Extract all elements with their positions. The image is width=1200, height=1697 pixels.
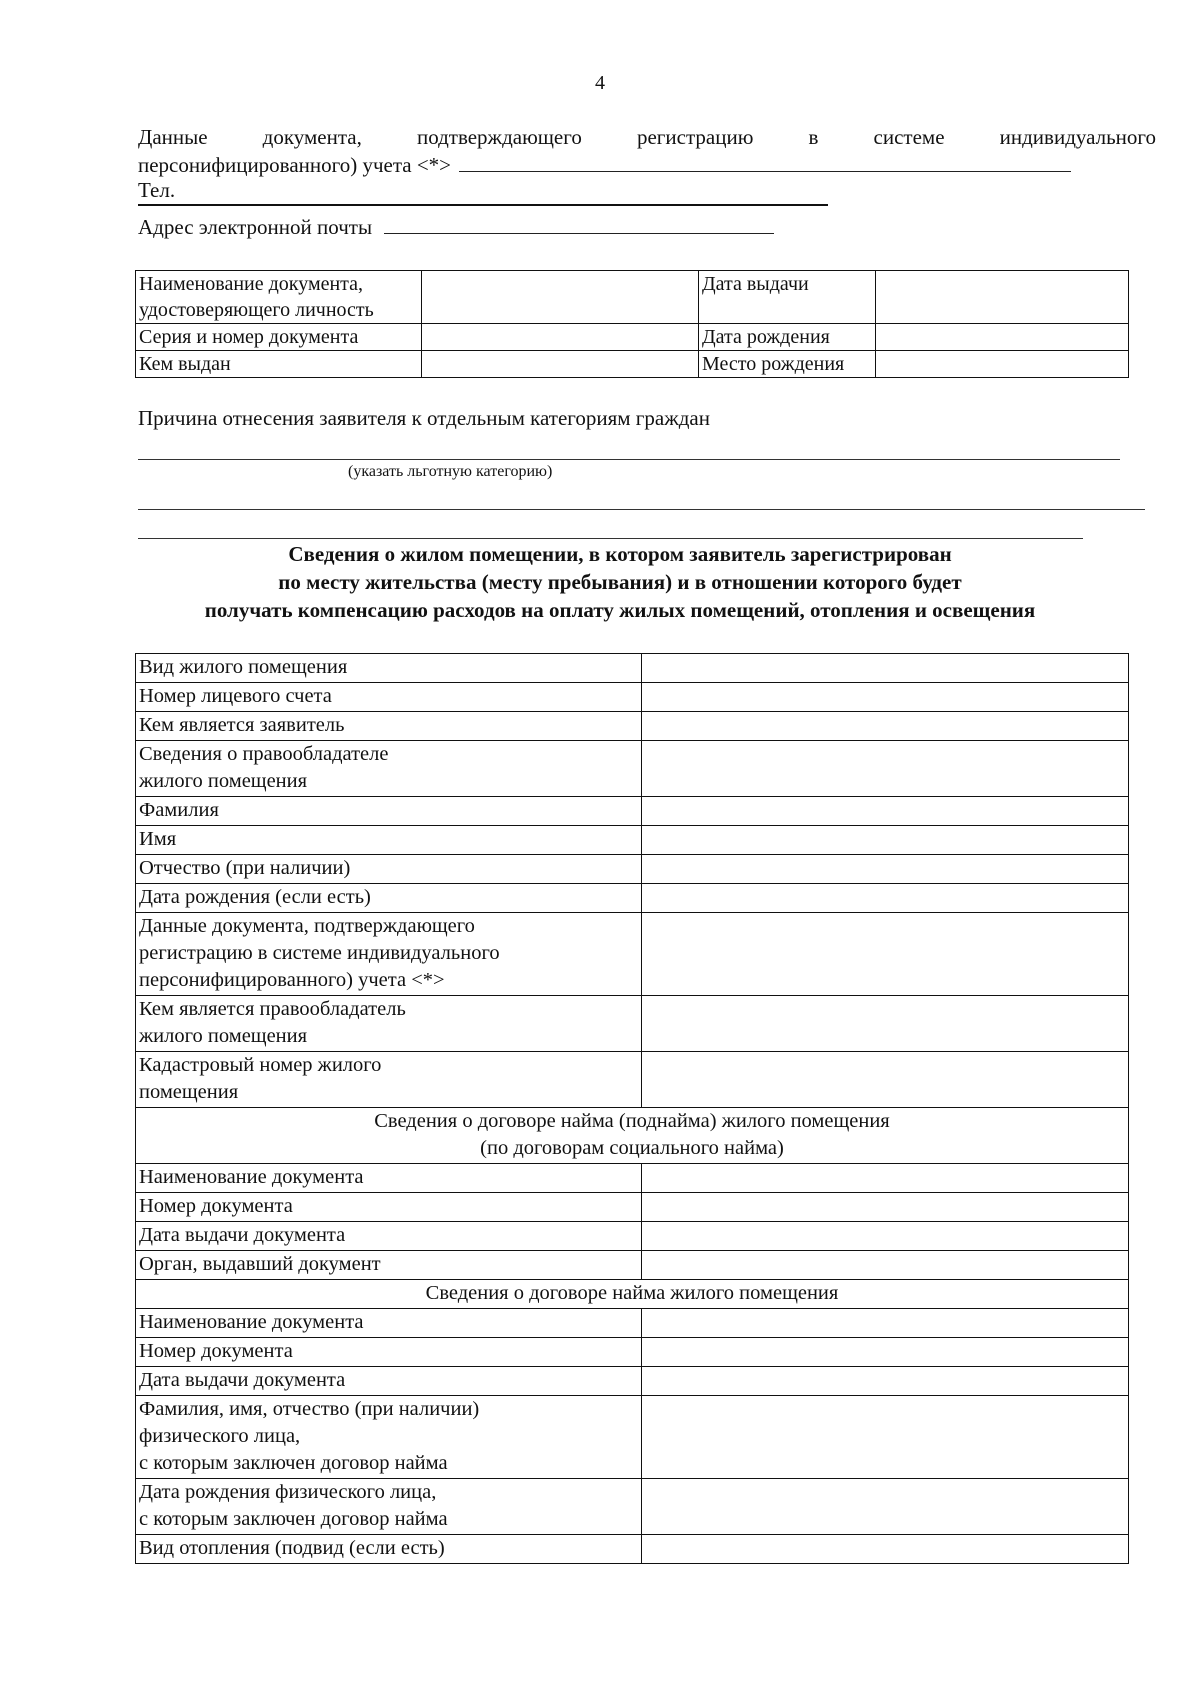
field-label: Дата рождения	[699, 324, 876, 351]
category-label: Причина отнесения заявителя к отдельным категориям граждан	[138, 406, 710, 430]
table-row	[136, 855, 1129, 884]
snils-label-word: регистрацию	[636, 125, 754, 149]
field-value[interactable]	[642, 855, 1129, 884]
table-row	[136, 1222, 1129, 1251]
table-row	[136, 826, 1129, 855]
field-value[interactable]	[642, 654, 1129, 683]
table-row	[136, 1367, 1129, 1396]
table-row	[136, 351, 1129, 378]
email-label: Адрес электронной почты	[138, 215, 373, 239]
table-row	[136, 1535, 1129, 1564]
snils-label-word: индивидуального	[999, 125, 1156, 149]
subsection-header-row	[136, 1108, 1129, 1164]
field-value[interactable]	[642, 1479, 1129, 1535]
category-line-2[interactable]	[138, 509, 1145, 510]
field-label: Наименование документа	[136, 1164, 642, 1193]
field-label: Место рождения	[699, 351, 876, 378]
table-row	[136, 1164, 1129, 1193]
field-value[interactable]	[642, 1193, 1129, 1222]
field-label: Номер документа	[136, 1338, 642, 1367]
table-row	[136, 1338, 1129, 1367]
table-row	[136, 1479, 1129, 1535]
field-value[interactable]	[642, 797, 1129, 826]
field-value[interactable]	[876, 324, 1129, 351]
field-value[interactable]	[876, 351, 1129, 378]
field-label: Наименование документа	[136, 1309, 642, 1338]
field-label: Номер документа	[136, 1193, 642, 1222]
field-label: Номер лицевого счета	[136, 683, 642, 712]
field-value[interactable]	[642, 1367, 1129, 1396]
table-row	[136, 271, 1129, 324]
field-label: Серия и номер документа	[136, 324, 422, 351]
section-title-line: по месту жительства (месту пребывания) и в отношении которого будет	[278, 570, 962, 594]
table-row	[136, 324, 1129, 351]
snils-label-word: документа,	[262, 125, 362, 149]
snils-label-word: в	[808, 125, 819, 149]
field-label: Вид отопления (подвид (если есть)	[136, 1535, 642, 1564]
field-label: Кем является правообладатель жилого помещения	[136, 996, 642, 1052]
field-value[interactable]	[642, 996, 1129, 1052]
table-row	[136, 996, 1129, 1052]
field-label: Сведения о правообладателе жилого помещения	[136, 741, 642, 797]
field-value[interactable]	[642, 741, 1129, 797]
field-label: Фамилия	[136, 797, 642, 826]
phone-label: Тел.	[138, 178, 176, 202]
subsection-header: Сведения о договоре найма (поднайма) жилого помещения (по договорам социального найма)	[136, 1108, 1129, 1164]
housing-info-table	[135, 653, 1129, 1564]
field-value[interactable]	[642, 884, 1129, 913]
housing-section-title	[120, 540, 1120, 624]
phone-input-line[interactable]	[138, 204, 828, 206]
category-line-1[interactable]	[138, 459, 1120, 460]
subsection-header-row	[136, 1280, 1129, 1309]
field-value[interactable]	[642, 683, 1129, 712]
field-label: Дата рождения (если есть)	[136, 884, 642, 913]
subsection-header: Сведения о договоре найма жилого помещения	[136, 1280, 1129, 1309]
category-line-3[interactable]	[138, 538, 1083, 539]
table-row	[136, 797, 1129, 826]
table-row	[136, 712, 1129, 741]
snils-input-line[interactable]	[459, 151, 1071, 172]
field-label: Кем выдан	[136, 351, 422, 378]
field-value[interactable]	[642, 1338, 1129, 1367]
table-row	[136, 1309, 1129, 1338]
field-value[interactable]	[422, 351, 699, 378]
table-row	[136, 1052, 1129, 1108]
field-value[interactable]	[642, 826, 1129, 855]
field-label: Вид жилого помещения	[136, 654, 642, 683]
table-row	[136, 741, 1129, 797]
section-title-line: получать компенсацию расходов на оплату жилых помещений, отопления и освещения	[204, 598, 1036, 622]
email-input-line[interactable]	[384, 213, 774, 234]
field-value[interactable]	[642, 1396, 1129, 1479]
field-label: Фамилия, имя, отчество (при наличии) физического лица, с которым заключен договор найма	[136, 1396, 642, 1479]
field-label: Дата выдачи документа	[136, 1222, 642, 1251]
field-value[interactable]	[642, 1222, 1129, 1251]
field-label: Орган, выдавший документ	[136, 1251, 642, 1280]
snils-label-word: подтверждающего	[416, 125, 582, 149]
field-label: Данные документа, подтверждающего регистрацию в системе индивидуального персонифицированного) учета <*>	[136, 913, 642, 996]
field-value[interactable]	[642, 1535, 1129, 1564]
table-row	[136, 654, 1129, 683]
category-hint: (указать льготную категорию)	[348, 463, 553, 480]
identity-document-table	[135, 270, 1129, 378]
section-title-line: Сведения о жилом помещении, в котором заявитель зарегистрирован	[288, 542, 952, 566]
table-row	[136, 683, 1129, 712]
field-value[interactable]	[642, 913, 1129, 996]
table-row	[136, 1251, 1129, 1280]
field-label: Кем является заявитель	[136, 712, 642, 741]
snils-label-line	[138, 124, 1156, 150]
email-line	[138, 213, 774, 241]
table-row	[136, 1396, 1129, 1479]
field-value[interactable]	[642, 712, 1129, 741]
snils-label-cont: персонифицированного) учета <*>	[138, 153, 452, 177]
field-value[interactable]	[642, 1052, 1129, 1108]
snils-label-word: системе	[873, 125, 945, 149]
table-row	[136, 913, 1129, 996]
snils-label-word: Данные	[138, 125, 208, 149]
field-label: Имя	[136, 826, 642, 855]
field-label: Кадастровый номер жилого помещения	[136, 1052, 642, 1108]
field-label: Отчество (при наличии)	[136, 855, 642, 884]
table-row	[136, 1193, 1129, 1222]
table-row	[136, 884, 1129, 913]
field-value[interactable]	[642, 1164, 1129, 1193]
field-value[interactable]	[876, 271, 1129, 324]
field-label: Дата рождения физического лица, с которым заключен договор найма	[136, 1479, 642, 1535]
field-value[interactable]	[422, 324, 699, 351]
field-label: Дата выдачи	[699, 271, 876, 324]
field-value[interactable]	[642, 1309, 1129, 1338]
field-label: Дата выдачи документа	[136, 1367, 642, 1396]
field-value[interactable]	[642, 1251, 1129, 1280]
field-label: Наименование документа, удостоверяющего личность	[136, 271, 422, 324]
snils-field-line	[138, 151, 1071, 178]
field-value[interactable]	[422, 271, 699, 324]
page-number: 4	[595, 72, 605, 94]
